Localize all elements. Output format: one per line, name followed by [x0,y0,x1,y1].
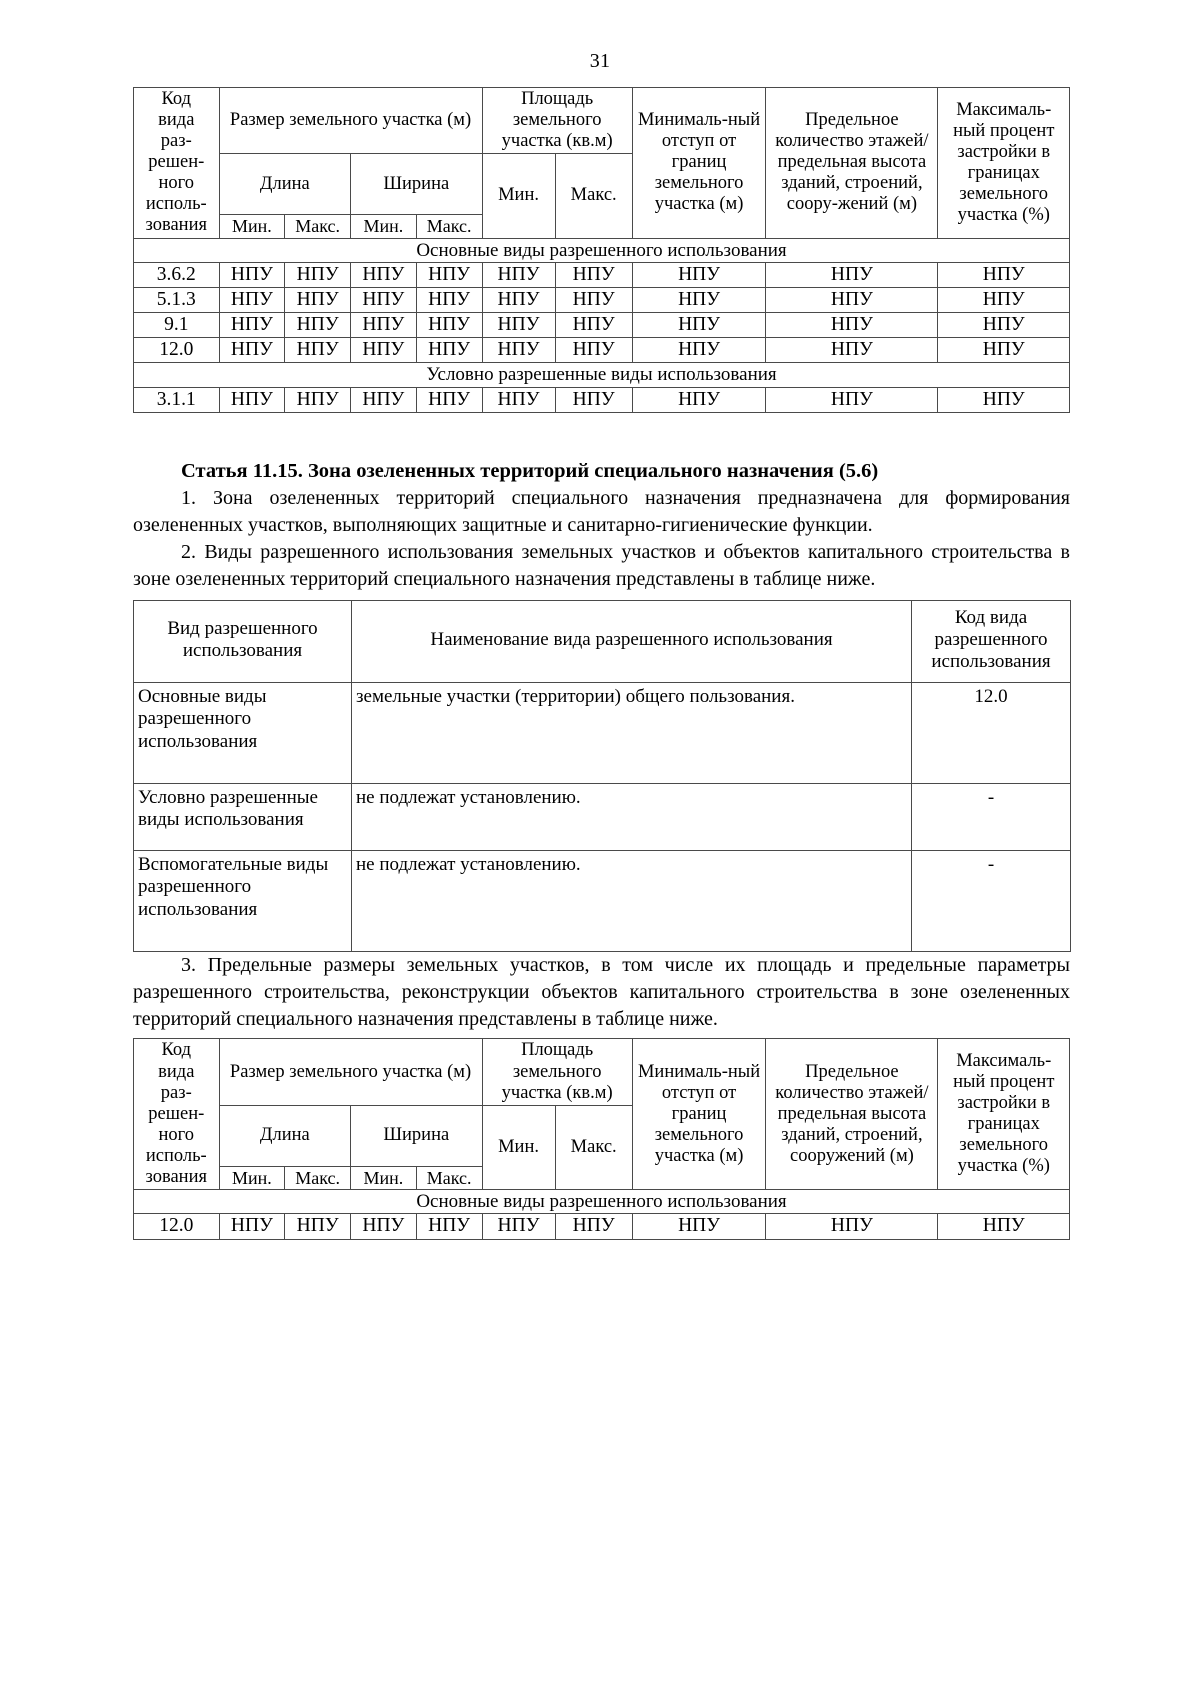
cell-coverage: НПУ [938,313,1070,338]
cell-length-max: НПУ [285,313,351,338]
code-line-2: вида [158,110,195,131]
table-row [134,263,1070,288]
cell-setback: НПУ [632,338,766,363]
code-line-3: раз- [160,1082,192,1103]
cell-length-max: НПУ [285,1214,351,1239]
th-length-min: Мин. [219,215,285,238]
th-length-max: Макс. [285,215,351,238]
page-content [133,87,1070,1240]
code-line-6: исполь- [145,1145,207,1166]
cell-length-min: НПУ [219,387,285,412]
code-line-2: вида [158,1061,195,1082]
cell-length-max: НПУ [285,387,351,412]
cell-use-name: не подлежат установлению. [352,850,912,951]
cell-area-max: НПУ [555,1214,632,1239]
cell-use-type: Условно разрешенные виды использования [134,783,352,850]
th-setback: Минималь-ный отступ от границ земельного участка (м) [632,1039,766,1190]
th-area-max: Макс. [555,154,632,238]
cell-length-max: НПУ [285,263,351,288]
th-floors-height: Предельное количество этажей/ предельная высота зданий, строений, соору-жений (м) [766,88,938,239]
cell-area-min: НПУ [482,338,555,363]
th-plot-size: Размер земельного участка (м) [219,88,482,154]
cell-length-min: НПУ [219,338,285,363]
table-land-parameters-bottom [133,1038,1070,1239]
cell-area-min: НПУ [482,288,555,313]
cell-length-max: НПУ [285,338,351,363]
th-width-max: Макс. [416,1166,482,1189]
cell-width-max: НПУ [416,387,482,412]
cell-floors: НПУ [766,338,938,363]
cell-area-min: НПУ [482,313,555,338]
table-row-section-main [134,238,1070,262]
paragraph-1: 1. Зона озелененных территорий специального назначения предназначена для формирования озелененных участков, выполняющих защитные и санитарно-гигиенические функции. [133,486,1070,537]
cell-area-max: НПУ [555,313,632,338]
th-build-coverage: Максималь-ный процент застройки в границах земельного участка (%) [938,1039,1070,1190]
th-plot-size: Размер земельного участка (м) [219,1039,482,1105]
cell-use-name: не подлежат установлению. [352,783,912,850]
cell-setback: НПУ [632,288,766,313]
cell-area-max: НПУ [555,288,632,313]
table-row-section-main [134,1190,1070,1214]
cell-use-code: 12.0 [912,682,1071,783]
cell-code: 3.1.1 [134,387,220,412]
code-line-1: Код [161,1040,192,1061]
th-code-of-use [134,88,220,239]
th-width: Ширина [351,154,483,215]
cell-code: 9.1 [134,313,220,338]
th-floors-height: Предельное количество этажей/ предельная высота зданий, строений, сооружений (м) [766,1039,938,1190]
th-area-min: Мин. [482,154,555,238]
cell-coverage: НПУ [938,288,1070,313]
code-line-4: решен- [148,1103,205,1124]
cell-use-code: - [912,850,1071,951]
cell-area-max: НПУ [555,387,632,412]
cell-width-min: НПУ [351,338,417,363]
cell-width-min: НПУ [351,263,417,288]
cell-use-name: земельные участки (территории) общего пользования. [352,682,912,783]
table-row [134,288,1070,313]
cell-floors: НПУ [766,313,938,338]
th-build-coverage: Максималь-ный процент застройки в границах земельного участка (%) [938,88,1070,239]
th-use-type: Вид разрешенного использования [134,600,352,682]
cell-code: 3.6.2 [134,263,220,288]
cell-length-min: НПУ [219,313,285,338]
th-length-min: Мин. [219,1166,285,1189]
cell-width-min: НПУ [351,387,417,412]
cell-width-min: НПУ [351,313,417,338]
cell-floors: НПУ [766,288,938,313]
cell-length-min: НПУ [219,288,285,313]
cell-floors: НПУ [766,387,938,412]
code-line-7: зования [145,1166,207,1187]
th-use-name: Наименование вида разрешенного использования [352,600,912,682]
cell-setback: НПУ [632,263,766,288]
th-plot-area: Площадь земельного участка (кв.м) [482,1039,632,1105]
cell-width-max: НПУ [416,1214,482,1239]
article-heading: Статья 11.15. Зона озелененных территорий специального назначения (5.6) [181,459,879,482]
table-row [134,1214,1070,1239]
cell-area-max: НПУ [555,263,632,288]
table-row [134,387,1070,412]
table-row [134,783,1071,850]
cell-code: 5.1.3 [134,288,220,313]
th-width-min: Мин. [351,215,417,238]
page-number: 31 [589,50,611,72]
cell-use-type: Основные виды разрешенного использования [134,682,352,783]
paragraph-3: 3. Предельные размеры земельных участков, в том числе их площадь и предельные параметры разрешенного строительства, реконструкции объектов капитального строительства в зоне озелененных территорий специального назначения представлены в таблице ниже. [133,953,1070,1031]
th-setback: Минималь-ный отступ от границ земельного участка (м) [632,88,766,239]
cell-area-min: НПУ [482,387,555,412]
table-row [134,313,1070,338]
cell-width-min: НПУ [351,1214,417,1239]
th-width: Ширина [351,1105,483,1166]
cell-setback: НПУ [632,387,766,412]
th-area-max: Макс. [555,1105,632,1189]
code-line-6: исполь- [145,194,207,215]
section-label-main: Основные виды разрешенного использования [134,238,1070,262]
cell-code: 12.0 [134,1214,220,1239]
cell-width-max: НПУ [416,313,482,338]
table-header-row [134,600,1071,682]
cell-use-code: - [912,783,1071,850]
th-length: Длина [219,154,350,215]
th-area-min: Мин. [482,1105,555,1189]
cell-setback: НПУ [632,313,766,338]
cell-area-min: НПУ [482,263,555,288]
cell-use-type: Вспомогательные виды разрешенного использования [134,850,352,951]
cell-width-max: НПУ [416,288,482,313]
th-length: Длина [219,1105,350,1166]
code-line-5: ного [158,173,195,194]
table-permitted-use-types [133,600,1071,952]
cell-coverage: НПУ [938,263,1070,288]
cell-floors: НПУ [766,263,938,288]
paragraph-2: 2. Виды разрешенного использования земельных участков и объектов капитального строительства в зоне озелененных территорий специального назначения представлены в таблице ниже. [133,541,1070,591]
cell-coverage: НПУ [938,1214,1070,1239]
code-line-5: ного [158,1124,195,1145]
cell-area-min: НПУ [482,1214,555,1239]
section-label-main: Основные виды разрешенного использования [134,1190,1070,1214]
th-plot-area: Площадь земельного участка (кв.м) [482,88,632,154]
table-land-parameters-top [133,87,1070,413]
code-line-1: Код [161,89,192,109]
cell-setback: НПУ [632,1214,766,1239]
code-line-7: зования [145,215,207,236]
th-use-code: Код вида разрешенного использования [912,600,1071,682]
table-row [134,850,1071,951]
cell-length-max: НПУ [285,288,351,313]
code-line-4: решен- [148,152,205,173]
cell-length-min: НПУ [219,263,285,288]
th-width-max: Макс. [416,215,482,238]
cell-width-max: НПУ [416,263,482,288]
th-width-min: Мин. [351,1166,417,1189]
cell-coverage: НПУ [938,338,1070,363]
section-label-conditional: Условно разрешенные виды использования [134,363,1070,387]
table-row [134,682,1071,783]
cell-length-min: НПУ [219,1214,285,1239]
cell-width-max: НПУ [416,338,482,363]
th-code-of-use [134,1039,220,1190]
table-row [134,338,1070,363]
cell-width-min: НПУ [351,288,417,313]
th-length-max: Макс. [285,1166,351,1189]
cell-area-max: НПУ [555,338,632,363]
cell-floors: НПУ [766,1214,938,1239]
code-line-3: раз- [160,131,192,152]
table-row-section-conditional [134,363,1070,387]
cell-code: 12.0 [134,338,220,363]
cell-coverage: НПУ [938,387,1070,412]
